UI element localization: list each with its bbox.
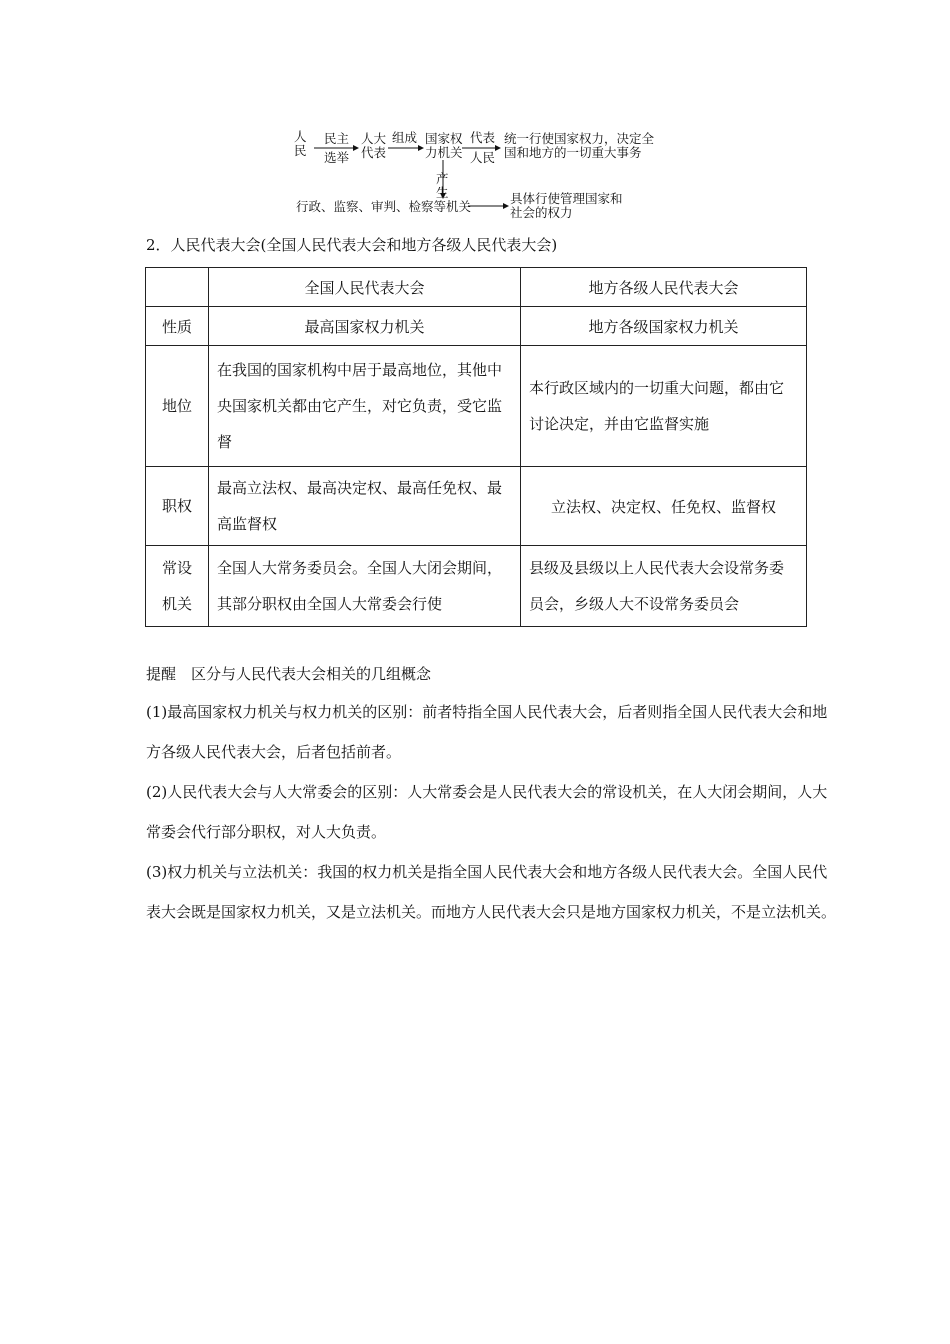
produce-label: 产生 — [436, 171, 449, 200]
cell-national: 最高立法权、最高决定权、最高任免权、最高监督权 — [209, 467, 521, 546]
cell-national: 在我国的国家机构中居于最高地位，其他中央国家机关都由它产生，对它负责，受它监督 — [209, 346, 521, 467]
row-label: 地位 — [146, 346, 209, 467]
npc-comparison-table — [145, 267, 807, 627]
cell-local: 立法权、决定权、任免权、监督权 — [521, 467, 807, 546]
npc-deputies-label: 人大代表 — [361, 131, 387, 160]
power-structure-diagram — [290, 122, 670, 232]
reminder-item: (1)最高国家权力机关与权力机关的区别：前者特指全国人民代表大会，后者则指全国人民代表大会和地方各级人民代表大会，后者包括前者。 — [146, 703, 828, 761]
table-header-row — [146, 268, 807, 307]
row-label: 性质 — [146, 307, 209, 346]
cell-national: 全国人大常务委员会。全国人大闭会期间，其部分职权由全国人大常委会行使 — [209, 546, 521, 627]
reminder-item: (2)人民代表大会与人大常委会的区别：人大常委会是人民代表大会的常设机关，在人大闭会期间，人大常委会代行部分职权，对人大负责。 — [146, 783, 828, 841]
row-label: 常设机关 — [146, 546, 209, 627]
elect-bottom-label: 选举 — [324, 150, 350, 165]
cell-local: 本行政区域内的一切重大问题，都由它讨论决定，并由它监督实施 — [521, 346, 807, 467]
represent-bottom-label: 人民 — [470, 150, 496, 165]
table-row — [146, 467, 807, 546]
compose-label: 组成 — [392, 130, 418, 145]
elect-top-label: 民主 — [324, 131, 350, 146]
specific-exercise-text: 具体行使管理国家和社会的权力 — [510, 191, 623, 220]
header-local: 地方各级人民代表大会 — [521, 268, 807, 307]
people-label: 人民 — [294, 129, 307, 158]
reminder-item: (3)权力机关与立法机关：我国的权力机关是指全国人民代表大会和地方各级人民代表大会。全国人民代表大会既是国家权力机关，又是立法机关。而地方人民代表大会只是地方国家权力机关，不是立法机关。 — [146, 863, 837, 921]
cell-local: 地方各级国家权力机关 — [521, 307, 807, 346]
cell-national: 最高国家权力机关 — [209, 307, 521, 346]
table-row — [146, 346, 807, 467]
other-organs-label: 行政、监察、审判、检察等机关 — [296, 199, 472, 214]
organ-label: 国家权力机关 — [425, 131, 463, 160]
header-national: 全国人民代表大会 — [209, 268, 521, 307]
unified-exercise-text: 统一行使国家权力，决定全国和地方的一切重大事务 — [504, 131, 655, 160]
represent-top-label: 代表 — [470, 130, 496, 145]
section-title: 2．人民代表大会(全国人民代表大会和地方各级人民代表大会) — [146, 236, 558, 254]
cell-local: 县级及县级以上人民代表大会设常务委员会，乡级人大不设常务委员会 — [521, 546, 807, 627]
table-row — [146, 546, 807, 627]
reminder-notes — [146, 662, 836, 932]
row-label: 职权 — [146, 467, 209, 546]
reminder-title: 提醒 区分与人民代表大会相关的几组概念 — [146, 665, 432, 683]
table-row — [146, 307, 807, 346]
header-blank — [146, 268, 209, 307]
